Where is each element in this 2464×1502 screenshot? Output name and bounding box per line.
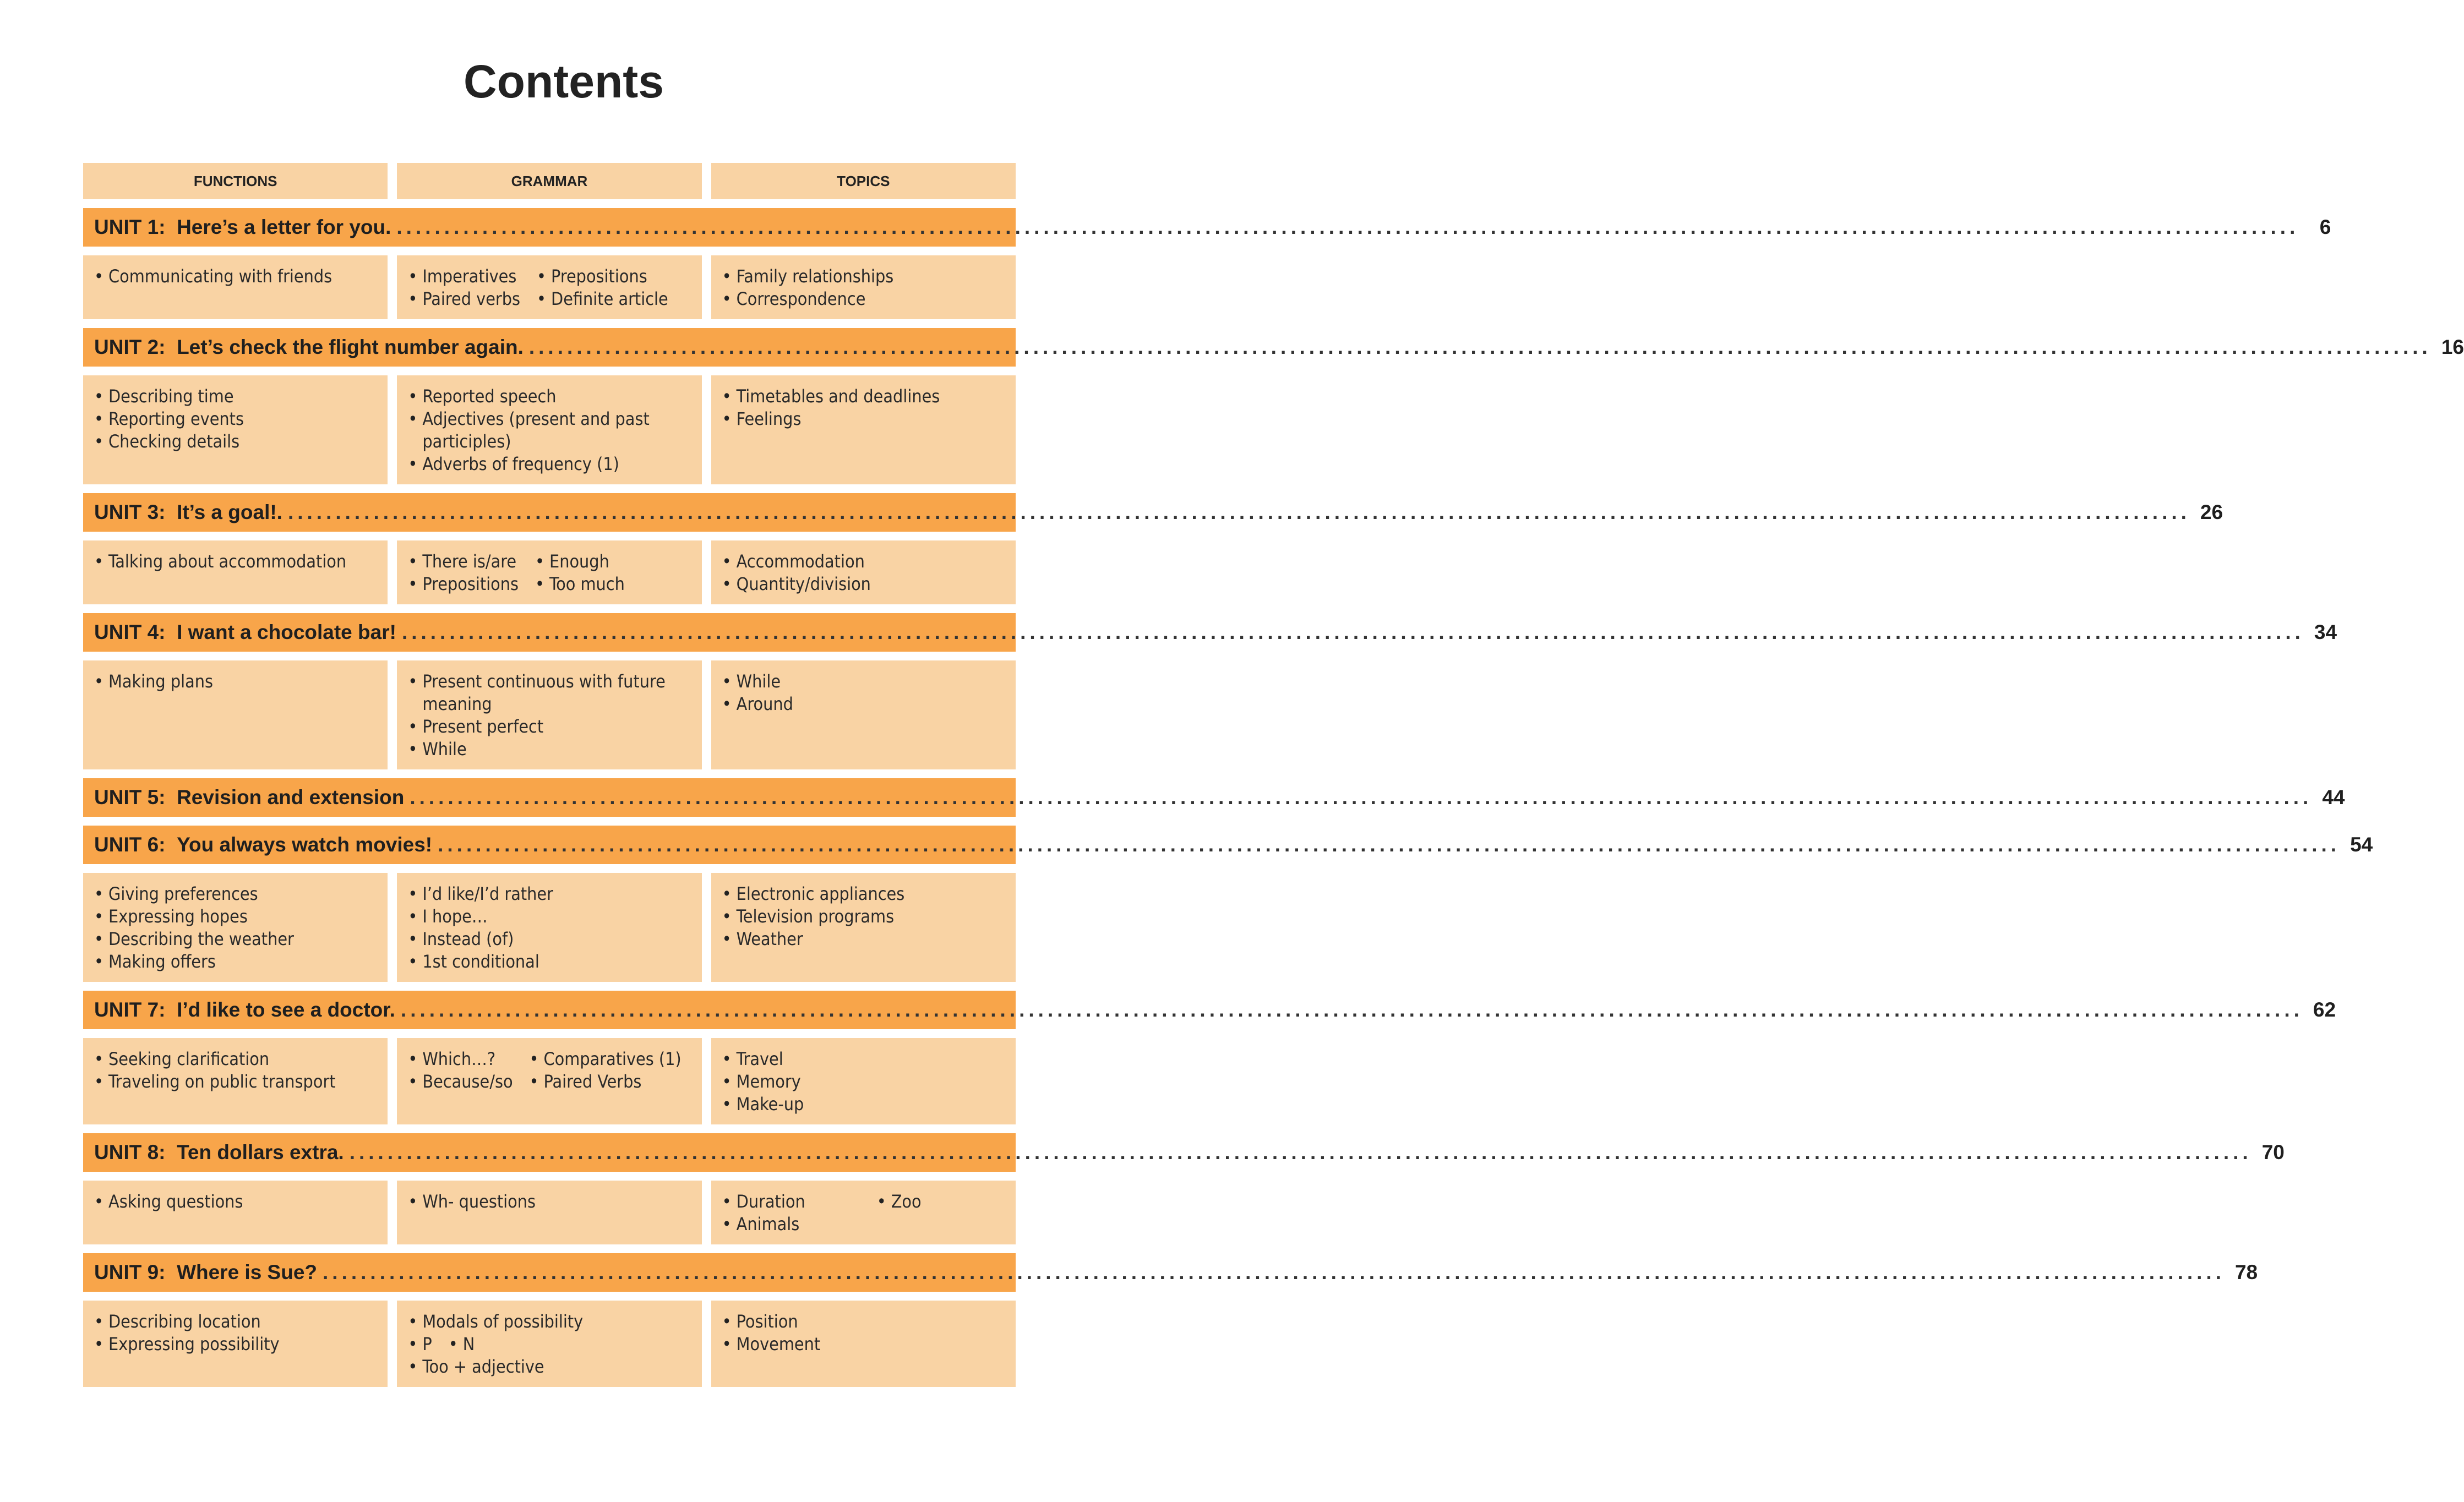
bullet-list (722, 670, 1005, 716)
unit-heading[interactable] (83, 778, 2345, 817)
bullet-list (408, 385, 690, 476)
list-item: • Instead (of) (408, 928, 690, 951)
list-item: • Make-up (722, 1093, 1005, 1116)
unit-title: Revision and extension (177, 786, 405, 809)
unit-heading[interactable] (83, 991, 2336, 1029)
page-number: 54 (2350, 833, 2373, 856)
bullet-list (408, 1190, 690, 1213)
dot-leader: ........................................................................................................................................................................................................ (349, 1141, 2252, 1164)
unit-number: UNIT 6: (94, 833, 166, 856)
functions-cell (83, 1301, 388, 1387)
topics-cell (711, 1038, 1016, 1124)
list-item: • Giving preferences (94, 883, 377, 905)
bullet-list (535, 550, 625, 596)
list-item: • Correspondence (722, 288, 1005, 310)
bullet-list (94, 1310, 377, 1356)
list-item: • Electronic appliances (722, 883, 1005, 905)
list-item: • Timetables and deadlines (722, 385, 1005, 408)
list-item: • Position (722, 1310, 1005, 1333)
dot-leader: ........................................................................................................................................................................................................ (438, 833, 2341, 856)
functions-cell (83, 1181, 388, 1244)
bullet-list (722, 265, 1005, 310)
unit-content-row (83, 1038, 1016, 1124)
topics-cell (711, 660, 1016, 769)
topics-cell (711, 375, 1016, 484)
list-item: • I’d like/I’d rather (408, 883, 690, 905)
grammar-cell (397, 873, 701, 982)
page-number: 16 (2441, 336, 2464, 358)
spacer (166, 621, 177, 644)
list-item: • Describing time (94, 385, 377, 408)
spacer (166, 998, 177, 1022)
bullet-list (408, 1333, 432, 1356)
list-item: • While (722, 670, 1005, 693)
spacer (166, 1261, 177, 1284)
list-item: • Present continuous with future meaning (408, 670, 690, 716)
list-item: • Describing the weather (94, 928, 377, 951)
unit-title: You always watch movies! (177, 833, 433, 856)
page-number: 6 (2319, 216, 2331, 238)
list-item: • Too much (535, 573, 625, 596)
list-item: • Movement (722, 1333, 1005, 1356)
spacer (166, 786, 177, 809)
list-item: • Around (722, 693, 1005, 716)
unit-number: UNIT 4: (94, 621, 166, 643)
contents-table (83, 163, 2464, 1396)
page-number: 34 (2314, 621, 2337, 643)
bullet-list (408, 1356, 690, 1378)
topics-cell (711, 255, 1016, 319)
list-item: • Present perfect (408, 716, 690, 738)
bullet-list (94, 670, 377, 693)
list-item: • Seeking clarification (94, 1048, 377, 1070)
two-column-list (408, 550, 690, 596)
unit-content-row (83, 1181, 1016, 1244)
page-number: 70 (2261, 1141, 2285, 1164)
list-item: • Talking about accommodation (94, 550, 377, 573)
unit-number: UNIT 7: (94, 998, 166, 1021)
unit-title: Let’s check the flight number again. (177, 336, 524, 358)
bullet-list (408, 265, 520, 310)
unit-title: I want a chocolate bar! (177, 621, 396, 643)
list-item: • Adjectives (present and past participles) (408, 408, 690, 453)
list-item: • Duration (722, 1190, 805, 1213)
unit-heading[interactable] (83, 826, 2373, 864)
bullet-list (408, 1048, 513, 1093)
unit-heading[interactable] (83, 613, 2337, 652)
bullet-list (408, 670, 690, 761)
two-column-list (408, 1333, 690, 1356)
bullet-list (94, 550, 377, 573)
unit-title: Where is Sue? (177, 1261, 318, 1283)
unit-title: Ten dollars extra. (177, 1141, 344, 1164)
grammar-cell (397, 375, 701, 484)
page-number: 26 (2200, 501, 2223, 523)
two-column-list (408, 1048, 690, 1093)
list-item: • Modals of possibility (408, 1310, 690, 1333)
list-item: • Which…? (408, 1048, 513, 1070)
list-item: • While (408, 738, 690, 761)
list-item: • Too + adjective (408, 1356, 690, 1378)
functions-cell (83, 255, 388, 319)
page-number: 78 (2234, 1261, 2258, 1283)
bullet-list (94, 1190, 377, 1213)
bullet-list (94, 883, 377, 973)
grammar-cell (397, 255, 701, 319)
list-item: • Making plans (94, 670, 377, 693)
column-headers (83, 163, 1016, 199)
bullet-list (722, 385, 1005, 430)
dot-leader: ........................................................................................................................................................................................................ (323, 1261, 2225, 1283)
list-item: • Describing location (94, 1310, 377, 1333)
list-item: • I hope… (408, 905, 690, 928)
bullet-list (722, 1190, 805, 1236)
list-item: • Imperatives (408, 265, 520, 288)
header-functions: FUNCTIONS (83, 163, 388, 199)
page-title: Contents (464, 56, 664, 107)
functions-cell (83, 375, 388, 484)
functions-cell (83, 540, 388, 604)
bullet-list (408, 883, 690, 973)
unit-title: It’s a goal!. (177, 501, 282, 523)
unit-content-row (83, 1301, 1016, 1387)
topics-cell (711, 1301, 1016, 1387)
unit-content-row (83, 873, 1016, 982)
functions-cell (83, 660, 388, 769)
grammar-cell (397, 660, 701, 769)
list-item: • Reporting events (94, 408, 377, 430)
functions-cell (83, 1038, 388, 1124)
unit-heading[interactable] (83, 1253, 2258, 1292)
two-column-list (408, 265, 690, 310)
list-item: • Checking details (94, 430, 377, 453)
list-item: • Memory (722, 1070, 1005, 1093)
header-grammar: GRAMMAR (397, 163, 701, 199)
unit-content-row (83, 660, 1016, 769)
unit-heading[interactable] (83, 208, 2331, 247)
dot-leader: ........................................................................................................................................................................................................ (396, 216, 2299, 238)
bullet-list (408, 1310, 690, 1333)
two-column-list (722, 1190, 1005, 1236)
unit-heading[interactable] (83, 1133, 2285, 1172)
list-item: • Quantity/division (722, 573, 1005, 596)
list-item: • 1st conditional (408, 951, 690, 973)
list-item: • Traveling on public transport (94, 1070, 377, 1093)
grammar-cell (397, 540, 701, 604)
unit-title: Here’s a letter for you. (177, 216, 391, 238)
list-item: • Prepositions (537, 265, 668, 288)
dot-leader: ........................................................................................................................................................................................................ (287, 501, 2190, 523)
bullet-list (722, 1310, 1005, 1356)
list-item: • Paired Verbs (530, 1070, 682, 1093)
list-item: • Feelings (722, 408, 1005, 430)
spacer (166, 216, 177, 239)
list-item: • P (408, 1333, 432, 1356)
list-item: • Reported speech (408, 385, 690, 408)
unit-number: UNIT 5: (94, 786, 166, 809)
list-item: • Family relationships (722, 265, 1005, 288)
unit-number: UNIT 2: (94, 336, 166, 358)
spacer (166, 336, 177, 359)
dot-leader: ........................................................................................................................................................................................................ (528, 336, 2432, 358)
spacer (166, 1141, 177, 1164)
bullet-list (530, 1048, 682, 1093)
topics-cell (711, 873, 1016, 982)
unit-heading[interactable] (83, 328, 2464, 367)
list-item: • Animals (722, 1213, 805, 1236)
unit-content-row (83, 540, 1016, 604)
unit-number: UNIT 9: (94, 1261, 166, 1283)
bullet-list (94, 1048, 377, 1093)
header-topics: TOPICS (711, 163, 1016, 199)
functions-cell (83, 873, 388, 982)
list-item: • Zoo (877, 1190, 922, 1213)
list-item: • Definite article (537, 288, 668, 310)
unit-number: UNIT 1: (94, 216, 166, 238)
bullet-list (449, 1333, 475, 1356)
units-list (83, 208, 2464, 1396)
list-item: • N (449, 1333, 475, 1356)
page-number: 44 (2322, 786, 2345, 809)
bullet-list (94, 265, 377, 288)
bullet-list (722, 1048, 1005, 1116)
grammar-cell (397, 1181, 701, 1244)
grammar-cell (397, 1301, 701, 1387)
dot-leader: ........................................................................................................................................................................................................ (401, 621, 2304, 643)
list-item: • Comparatives (1) (530, 1048, 682, 1070)
list-item: • Prepositions (408, 573, 519, 596)
list-item: • Weather (722, 928, 1005, 951)
unit-content-row (83, 255, 1016, 319)
list-item: • Expressing possibility (94, 1333, 377, 1356)
topics-cell (711, 1181, 1016, 1244)
list-item: • Paired verbs (408, 288, 520, 310)
list-item: • Making offers (94, 951, 377, 973)
topics-cell (711, 540, 1016, 604)
unit-number: UNIT 3: (94, 501, 166, 523)
list-item: • Travel (722, 1048, 1005, 1070)
bullet-list (722, 550, 1005, 596)
list-item: • Television programs (722, 905, 1005, 928)
list-item: • Wh- questions (408, 1190, 690, 1213)
page-number: 62 (2313, 998, 2336, 1021)
list-item: • Expressing hopes (94, 905, 377, 928)
dot-leader: ........................................................................................................................................................................................................ (400, 998, 2303, 1021)
unit-heading[interactable] (83, 493, 2223, 532)
list-item: • Enough (535, 550, 625, 573)
list-item: • Accommodation (722, 550, 1005, 573)
bullet-list (94, 385, 377, 453)
dot-leader: ........................................................................................................................................................................................................ (410, 786, 2313, 809)
spacer (166, 833, 177, 856)
bullet-list (722, 883, 1005, 951)
list-item: • Because/so (408, 1070, 513, 1093)
bullet-list (877, 1190, 922, 1236)
grammar-cell (397, 1038, 701, 1124)
spacer (166, 501, 177, 524)
list-item: • Communicating with friends (94, 265, 377, 288)
list-item: • Adverbs of frequency (1) (408, 453, 690, 476)
unit-content-row (83, 375, 1016, 484)
unit-number: UNIT 8: (94, 1141, 166, 1164)
list-item: • Asking questions (94, 1190, 377, 1213)
list-item: • There is/are (408, 550, 519, 573)
bullet-list (537, 265, 668, 310)
bullet-list (408, 550, 519, 596)
unit-title: I’d like to see a doctor. (177, 998, 395, 1021)
